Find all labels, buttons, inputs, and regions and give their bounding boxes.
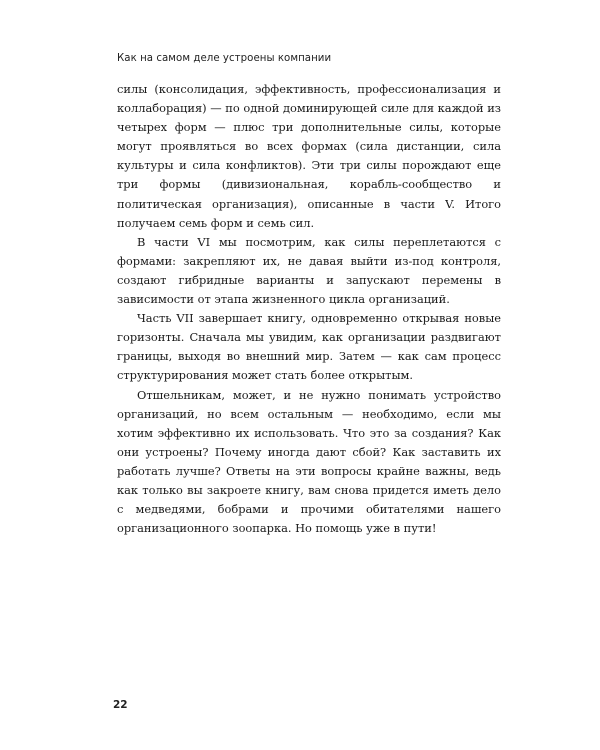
paragraph-part-vii: Часть VII завершает книгу, одновременно открывая новые горизонты. Сначала мы увидим, как организации раздвигают границы, выходя во внешний мир. Затем — как сам процесс структурирования может стать более открытым. [117, 311, 501, 383]
paragraph-continuation: силы (консолидация, эффективность, профессионализация и коллаборация) — по одной доминирующей силе для каждой из четырех форм — плюс три дополнительные силы, которые могут проявляться во всех формах (сила дистанции, сила культуры и сила конфликтов). Эти три силы порождают еще три формы (дивизиональная, корабль-сообщество и политическая организация), описанные в части V. Итого получаем семь форм и семь сил. [117, 82, 501, 230]
paragraph-part-vi: В части VI мы посмотрим, как силы переплетаются с формами: закрепляют их, не давая выйти из-под контроля, создают гибридные варианты и запускают перемены в зависимости от этапа жизненного цикла организаций. [117, 234, 501, 307]
body-text [117, 80, 501, 538]
paragraph-conclusion: Отшельникам, может, и не нужно понимать устройство организаций, но всем остальным — необходимо, если мы хотим эффективно их использовать. Что это за создания? Как они устроены? Почему иногда дают сбой? Как заставить их работать лучше? Ответы на эти вопросы крайне важны, ведь как только вы закроете книгу, вам снова придется иметь дело с медведями, бобрами и прочими обитателями нашего организационного зоопарка. Но помощь уже в пути! [117, 387, 501, 536]
page-number: 22 [113, 699, 128, 711]
running-header: Как на самом деле устроены компании [117, 53, 332, 64]
